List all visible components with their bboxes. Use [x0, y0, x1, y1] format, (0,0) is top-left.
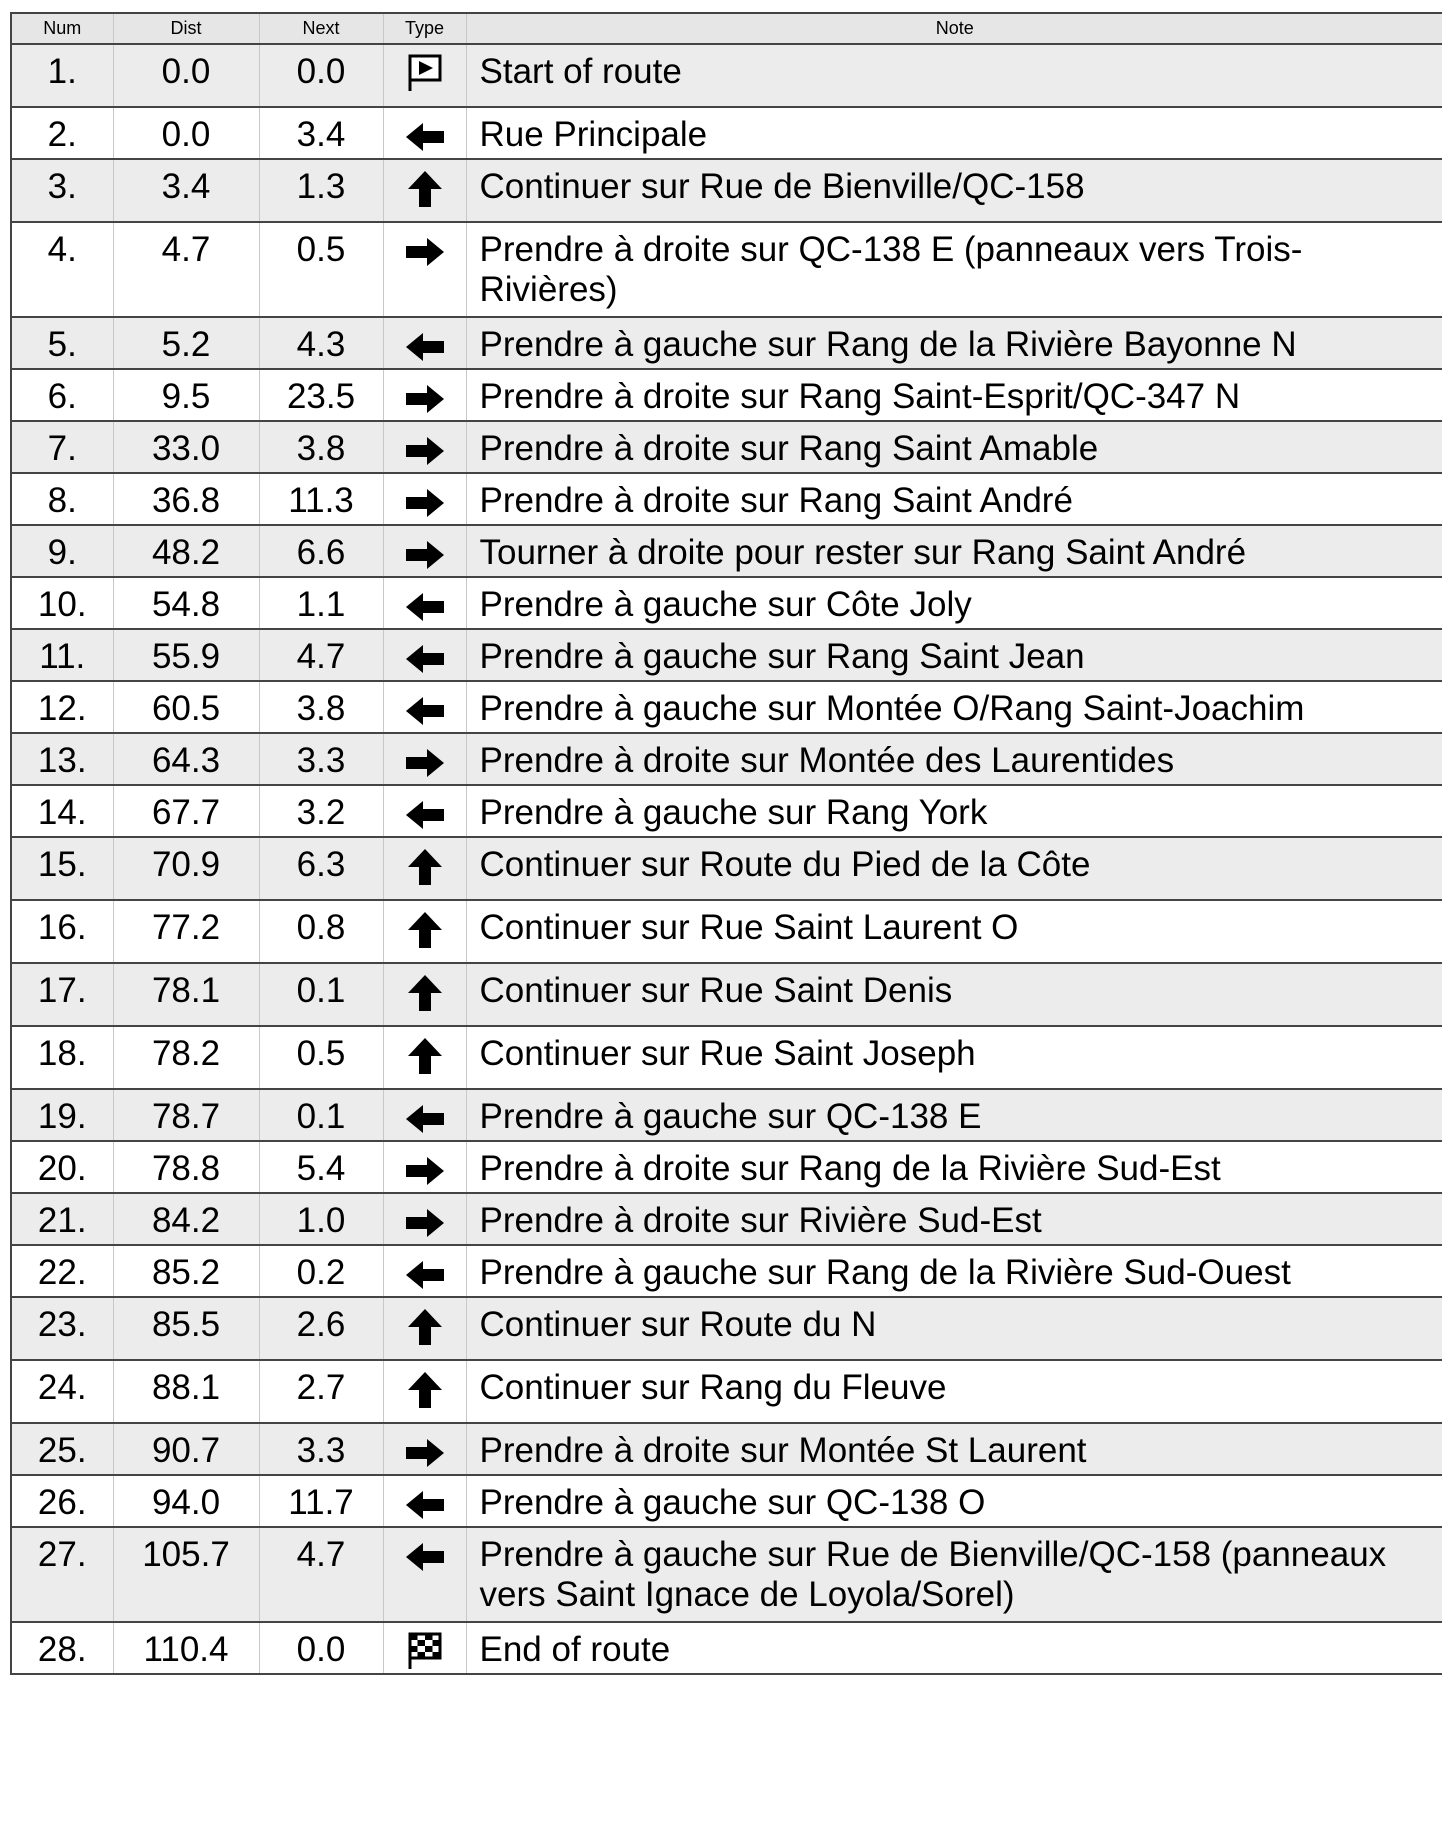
cue-type-cell [383, 837, 466, 900]
cue-dist-cell: 78.8 [113, 1141, 259, 1193]
cue-dist-cell: 36.8 [113, 473, 259, 525]
arrow-up-icon [403, 971, 447, 1011]
arrow-right-icon [403, 533, 447, 573]
cue-num-cell: 18. [11, 1026, 113, 1089]
cue-num-cell: 13. [11, 733, 113, 785]
column-header-next: Next [259, 13, 383, 44]
table-row [11, 733, 1442, 785]
cue-next-cell: 4.7 [259, 1527, 383, 1622]
cue-type-cell [383, 369, 466, 421]
cue-dist-cell: 54.8 [113, 577, 259, 629]
column-header-dist: Dist [113, 13, 259, 44]
cue-type-cell [383, 1360, 466, 1423]
table-row [11, 369, 1442, 421]
arrow-right-icon [403, 1431, 447, 1471]
cue-note-cell: Continuer sur Rue de Bienville/QC-158 [466, 159, 1442, 222]
cue-note-cell: Prendre à gauche sur QC-138 O [466, 1475, 1442, 1527]
cue-num-cell: 9. [11, 525, 113, 577]
cue-note-cell: Prendre à droite sur Rivière Sud-Est [466, 1193, 1442, 1245]
cue-next-cell: 6.6 [259, 525, 383, 577]
cue-type-cell [383, 1423, 466, 1475]
cue-type-cell [383, 317, 466, 369]
table-row [11, 317, 1442, 369]
arrow-right-icon [403, 429, 447, 469]
cue-note-cell: Prendre à droite sur Rang Saint-Esprit/QC-347 N [466, 369, 1442, 421]
cue-next-cell: 0.2 [259, 1245, 383, 1297]
cue-next-cell: 1.0 [259, 1193, 383, 1245]
cue-next-cell: 3.4 [259, 107, 383, 159]
arrow-left-icon [403, 1483, 447, 1523]
cue-num-cell: 3. [11, 159, 113, 222]
cue-note-cell: Prendre à droite sur Montée St Laurent [466, 1423, 1442, 1475]
column-header-num: Num [11, 13, 113, 44]
arrow-left-icon [403, 689, 447, 729]
cue-num-cell: 12. [11, 681, 113, 733]
cue-next-cell: 6.3 [259, 837, 383, 900]
cue-rows [11, 44, 1442, 1674]
cue-dist-cell: 48.2 [113, 525, 259, 577]
cue-num-cell: 24. [11, 1360, 113, 1423]
cue-note-cell: Prendre à gauche sur QC-138 E [466, 1089, 1442, 1141]
table-row [11, 1026, 1442, 1089]
cue-dist-cell: 94.0 [113, 1475, 259, 1527]
cue-dist-cell: 88.1 [113, 1360, 259, 1423]
cue-type-cell [383, 1297, 466, 1360]
cue-num-cell: 20. [11, 1141, 113, 1193]
table-row [11, 421, 1442, 473]
cue-type-cell [383, 1475, 466, 1527]
cue-dist-cell: 85.2 [113, 1245, 259, 1297]
cue-dist-cell: 64.3 [113, 733, 259, 785]
table-row [11, 1622, 1442, 1674]
cue-num-cell: 7. [11, 421, 113, 473]
arrow-right-icon [403, 230, 447, 270]
cue-next-cell: 0.1 [259, 1089, 383, 1141]
cue-note-cell: Prendre à gauche sur Côte Joly [466, 577, 1442, 629]
cue-dist-cell: 67.7 [113, 785, 259, 837]
cue-type-cell [383, 44, 466, 107]
arrow-left-icon [403, 115, 447, 155]
cue-next-cell: 11.3 [259, 473, 383, 525]
cue-num-cell: 1. [11, 44, 113, 107]
cue-dist-cell: 78.1 [113, 963, 259, 1026]
cue-type-cell [383, 1089, 466, 1141]
cue-note-cell: Prendre à droite sur QC-138 E (panneaux vers Trois-Rivières) [466, 222, 1442, 317]
cue-note-cell: Continuer sur Route du Pied de la Côte [466, 837, 1442, 900]
cue-num-cell: 4. [11, 222, 113, 317]
cue-type-cell [383, 159, 466, 222]
cue-type-cell [383, 421, 466, 473]
cue-type-cell [383, 473, 466, 525]
table-row [11, 107, 1442, 159]
cue-next-cell: 3.2 [259, 785, 383, 837]
cue-note-cell: Prendre à droite sur Rang de la Rivière Sud-Est [466, 1141, 1442, 1193]
cue-next-cell: 3.3 [259, 733, 383, 785]
table-row [11, 1475, 1442, 1527]
cue-note-cell: Prendre à gauche sur Rang de la Rivière Sud-Ouest [466, 1245, 1442, 1297]
cue-num-cell: 26. [11, 1475, 113, 1527]
arrow-right-icon [403, 377, 447, 417]
start-flag-icon [403, 52, 447, 92]
cue-dist-cell: 0.0 [113, 44, 259, 107]
column-header-type: Type [383, 13, 466, 44]
table-row [11, 44, 1442, 107]
cue-dist-cell: 78.2 [113, 1026, 259, 1089]
cue-num-cell: 6. [11, 369, 113, 421]
cue-note-cell: Continuer sur Rue Saint Joseph [466, 1026, 1442, 1089]
cue-type-cell [383, 1245, 466, 1297]
cue-next-cell: 3.3 [259, 1423, 383, 1475]
cue-type-cell [383, 1141, 466, 1193]
cue-type-cell [383, 222, 466, 317]
cue-note-cell: Prendre à gauche sur Rue de Bienville/QC-158 (panneaux vers Saint Ignace de Loyola/Sorel) [466, 1527, 1442, 1622]
arrow-left-icon [403, 585, 447, 625]
cue-next-cell: 23.5 [259, 369, 383, 421]
cue-next-cell: 0.8 [259, 900, 383, 963]
cue-num-cell: 17. [11, 963, 113, 1026]
cue-note-cell: Prendre à droite sur Rang Saint André [466, 473, 1442, 525]
arrow-left-icon [403, 637, 447, 677]
cue-next-cell: 0.0 [259, 44, 383, 107]
cue-num-cell: 16. [11, 900, 113, 963]
cue-next-cell: 0.0 [259, 1622, 383, 1674]
cue-type-cell [383, 1527, 466, 1622]
cue-note-cell: Prendre à gauche sur Rang Saint Jean [466, 629, 1442, 681]
cue-sheet-table [10, 12, 1442, 1675]
table-row [11, 1245, 1442, 1297]
cue-note-cell: Prendre à gauche sur Rang de la Rivière Bayonne N [466, 317, 1442, 369]
arrow-up-icon [403, 167, 447, 207]
cue-dist-cell: 78.7 [113, 1089, 259, 1141]
table-row [11, 577, 1442, 629]
cue-dist-cell: 70.9 [113, 837, 259, 900]
cue-dist-cell: 77.2 [113, 900, 259, 963]
table-row [11, 1089, 1442, 1141]
arrow-left-icon [403, 1097, 447, 1137]
arrow-left-icon [403, 325, 447, 365]
cue-type-cell [383, 900, 466, 963]
cue-next-cell: 11.7 [259, 1475, 383, 1527]
table-row [11, 1297, 1442, 1360]
table-row [11, 629, 1442, 681]
cue-dist-cell: 3.4 [113, 159, 259, 222]
cue-next-cell: 0.5 [259, 1026, 383, 1089]
cue-note-cell: Continuer sur Rue Saint Laurent O [466, 900, 1442, 963]
cue-dist-cell: 60.5 [113, 681, 259, 733]
arrow-up-icon [403, 908, 447, 948]
cue-next-cell: 1.1 [259, 577, 383, 629]
arrow-up-icon [403, 1368, 447, 1408]
cue-type-cell [383, 733, 466, 785]
cue-note-cell: Tourner à droite pour rester sur Rang Saint André [466, 525, 1442, 577]
cue-next-cell: 0.1 [259, 963, 383, 1026]
cue-next-cell: 5.4 [259, 1141, 383, 1193]
table-row [11, 222, 1442, 317]
table-row [11, 1360, 1442, 1423]
cue-next-cell: 4.3 [259, 317, 383, 369]
arrow-right-icon [403, 1201, 447, 1241]
cue-num-cell: 19. [11, 1089, 113, 1141]
arrow-left-icon [403, 1253, 447, 1293]
cue-note-cell: Continuer sur Route du N [466, 1297, 1442, 1360]
cue-dist-cell: 9.5 [113, 369, 259, 421]
cue-type-cell [383, 577, 466, 629]
table-row [11, 837, 1442, 900]
cue-num-cell: 5. [11, 317, 113, 369]
finish-flag-icon [403, 1630, 447, 1670]
cue-dist-cell: 110.4 [113, 1622, 259, 1674]
cue-dist-cell: 33.0 [113, 421, 259, 473]
cue-dist-cell: 55.9 [113, 629, 259, 681]
cue-dist-cell: 85.5 [113, 1297, 259, 1360]
table-row [11, 473, 1442, 525]
table-row [11, 900, 1442, 963]
arrow-left-icon [403, 793, 447, 833]
cue-note-cell: End of route [466, 1622, 1442, 1674]
cue-note-cell: Continuer sur Rue Saint Denis [466, 963, 1442, 1026]
header-row [11, 13, 1442, 44]
cue-dist-cell: 105.7 [113, 1527, 259, 1622]
table-row [11, 525, 1442, 577]
cue-num-cell: 25. [11, 1423, 113, 1475]
table-row [11, 1423, 1442, 1475]
arrow-up-icon [403, 845, 447, 885]
table-row [11, 681, 1442, 733]
cue-type-cell [383, 785, 466, 837]
cue-dist-cell: 90.7 [113, 1423, 259, 1475]
cue-num-cell: 21. [11, 1193, 113, 1245]
cue-type-cell [383, 1026, 466, 1089]
cue-note-cell: Continuer sur Rang du Fleuve [466, 1360, 1442, 1423]
cue-num-cell: 2. [11, 107, 113, 159]
cue-next-cell: 2.7 [259, 1360, 383, 1423]
cue-num-cell: 15. [11, 837, 113, 900]
cue-dist-cell: 4.7 [113, 222, 259, 317]
arrow-up-icon [403, 1034, 447, 1074]
table-row [11, 963, 1442, 1026]
table-row [11, 159, 1442, 222]
cue-type-cell [383, 629, 466, 681]
arrow-right-icon [403, 741, 447, 781]
cue-dist-cell: 84.2 [113, 1193, 259, 1245]
cue-type-cell [383, 963, 466, 1026]
cue-next-cell: 2.6 [259, 1297, 383, 1360]
column-header-note: Note [466, 13, 1442, 44]
cue-type-cell [383, 525, 466, 577]
cue-note-cell: Prendre à droite sur Rang Saint Amable [466, 421, 1442, 473]
cue-note-cell: Prendre à droite sur Montée des Laurentides [466, 733, 1442, 785]
cue-num-cell: 11. [11, 629, 113, 681]
cue-dist-cell: 0.0 [113, 107, 259, 159]
arrow-right-icon [403, 481, 447, 521]
cue-note-cell: Start of route [466, 44, 1442, 107]
cue-type-cell [383, 1622, 466, 1674]
cue-num-cell: 28. [11, 1622, 113, 1674]
table-row [11, 1527, 1442, 1622]
table-row [11, 785, 1442, 837]
arrow-up-icon [403, 1305, 447, 1345]
cue-num-cell: 27. [11, 1527, 113, 1622]
cue-next-cell: 3.8 [259, 681, 383, 733]
cue-dist-cell: 5.2 [113, 317, 259, 369]
arrow-right-icon [403, 1149, 447, 1189]
cue-num-cell: 23. [11, 1297, 113, 1360]
cue-num-cell: 22. [11, 1245, 113, 1297]
cue-next-cell: 1.3 [259, 159, 383, 222]
cue-note-cell: Prendre à gauche sur Rang York [466, 785, 1442, 837]
cue-type-cell [383, 107, 466, 159]
cue-next-cell: 4.7 [259, 629, 383, 681]
arrow-left-icon [403, 1535, 447, 1575]
cue-num-cell: 8. [11, 473, 113, 525]
cue-note-cell: Rue Principale [466, 107, 1442, 159]
table-row [11, 1141, 1442, 1193]
cue-type-cell [383, 1193, 466, 1245]
table-row [11, 1193, 1442, 1245]
cue-next-cell: 3.8 [259, 421, 383, 473]
cue-num-cell: 14. [11, 785, 113, 837]
cue-next-cell: 0.5 [259, 222, 383, 317]
cue-num-cell: 10. [11, 577, 113, 629]
cue-note-cell: Prendre à gauche sur Montée O/Rang Saint-Joachim [466, 681, 1442, 733]
cue-type-cell [383, 681, 466, 733]
